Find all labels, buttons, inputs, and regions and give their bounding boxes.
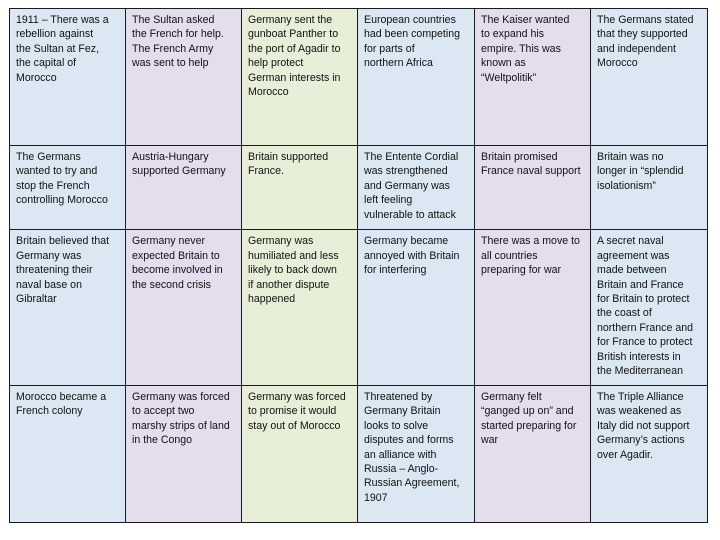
table-cell: Britain believed that Germany was threatening their naval base on Gibraltar xyxy=(10,230,126,386)
table-cell: There was a move to all countries preparing for war xyxy=(475,230,591,386)
table-cell: The Triple Alliance was weakened as Italy did not support Germany’s actions over Agadir. xyxy=(591,386,708,523)
table-cell: Austria-Hungary supported Germany xyxy=(126,145,242,229)
card-sort-table xyxy=(9,8,708,523)
table-cell: Germany felt “ganged up on” and started preparing for war xyxy=(475,386,591,523)
table-cell: The Kaiser wanted to expand his empire. This was known as “Weltpolitik” xyxy=(475,9,591,146)
table-cell: Morocco became a French colony xyxy=(10,386,126,523)
table-cell: The Germans wanted to try and stop the French controlling Morocco xyxy=(10,145,126,229)
table-cell: Germany was forced to promise it would stay out of Morocco xyxy=(242,386,358,523)
table-cell: Germany was forced to accept two marshy strips of land in the Congo xyxy=(126,386,242,523)
table-cell: Germany was humiliated and less likely to back down if another dispute happened xyxy=(242,230,358,386)
table-cell: Germany sent the gunboat Panther to the port of Agadir to help protect German interests in Morocco xyxy=(242,9,358,146)
table-cell: Britain supported France. xyxy=(242,145,358,229)
table-row xyxy=(10,386,708,523)
table-cell: 1911 – There was a rebellion against the Sultan at Fez, the capital of Morocco xyxy=(10,9,126,146)
table-row xyxy=(10,145,708,229)
table-cell: Britain promised France naval support xyxy=(475,145,591,229)
table-cell: Germany became annoyed with Britain for interfering xyxy=(358,230,475,386)
table-row xyxy=(10,230,708,386)
table-cell: A secret naval agreement was made between Britain and France for Britain to protect the coast of northern France and for France to protect British interests in the Mediterranean xyxy=(591,230,708,386)
table-cell: The Germans stated that they supported and independent Morocco xyxy=(591,9,708,146)
table-cell: Threatened by Germany Britain looks to solve disputes and forms an alliance with Russia – Anglo- Russian Agreement, 1907 xyxy=(358,386,475,523)
table-cell: The Entente Cordial was strengthened and Germany was left feeling vulnerable to attack xyxy=(358,145,475,229)
table-cell: European countries had been competing for parts of northern Africa xyxy=(358,9,475,146)
table-cell: The Sultan asked the French for help. The French Army was sent to help xyxy=(126,9,242,146)
table-row xyxy=(10,9,708,146)
table-cell: Britain was no longer in “splendid isolationism” xyxy=(591,145,708,229)
table-cell: Germany never expected Britain to become involved in the second crisis xyxy=(126,230,242,386)
